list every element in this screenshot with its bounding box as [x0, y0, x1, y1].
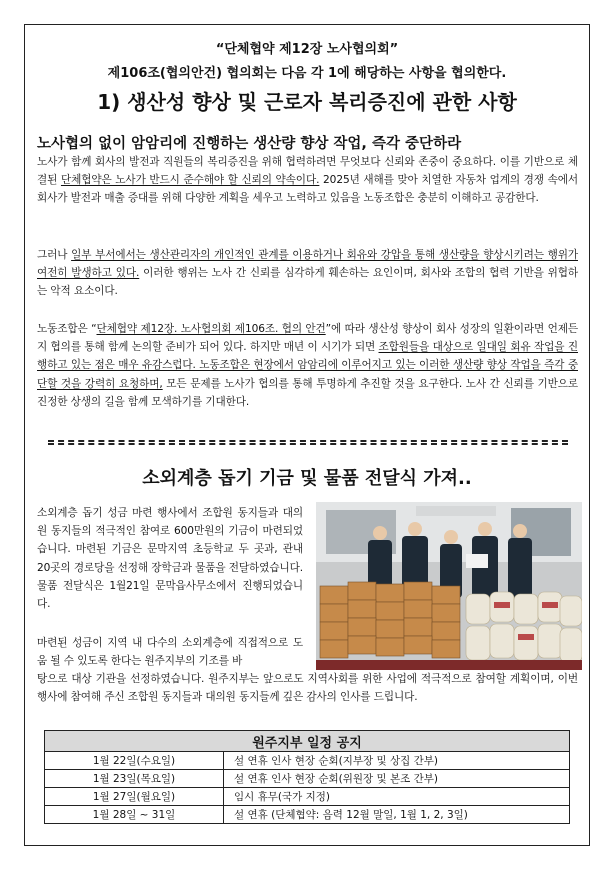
- underlined-text: 단체협약 제12장. 노사협의회 제106조. 협의 안건: [96, 323, 326, 335]
- header-main-title: 1) 생산성 향상 및 근로자 복리증진에 관한 사항: [97, 90, 517, 114]
- article2-title: 소외계층 돕기 기금 및 물품 전달식 가져..: [142, 468, 472, 489]
- schedule-date: 1월 23일(목요일): [45, 770, 224, 788]
- schedule-date: 1월 28일 ~ 31일: [45, 806, 224, 824]
- table-row: [45, 788, 570, 806]
- table-row: [45, 806, 570, 824]
- text-run: 노동조합은 “: [37, 323, 97, 335]
- table-row: [45, 770, 570, 788]
- text-run: 이러한 행위는 노사 간 신뢰를 심각하게 훼손하는 요인이며, 회사와 조합의 협력 기반을 위협하는 악적 요소이다.: [37, 267, 578, 298]
- schedule-date: 1월 22일(수요일): [45, 752, 224, 770]
- schedule-event: 설 연휴 인사 현장 순회(지부장 및 상집 간부): [224, 752, 570, 770]
- article1-paragraph-2: [37, 246, 578, 301]
- donation-ceremony-photo: [316, 502, 582, 670]
- article2-paragraph-2a: 마련된 성금이 지역 내 다수의 소외계층에 직접적으로 도움 될 수 있도록 한다는 원주지부의 기조를 바: [37, 637, 303, 668]
- article1-paragraph-3: [37, 320, 578, 411]
- photo-illustration: [316, 502, 582, 670]
- text-run: 2025년 새해를 맞아 치열한 자동차 업계의 경쟁 속에서 회사가 발전과 매출 증대를 위해 다양한 계획을 세우고 노력하고 있음을 노동조합은 충분히 이해하고 공감한다.: [37, 174, 578, 205]
- text-run: 노사가 함께 회사의 발전과 직원들의 복리증진을 위해 협력하려면 무엇보다 신뢰와 존중이 중요하다. 이를 기반으로 체결된: [37, 156, 578, 187]
- header-quote: “단체협약 제12장 노사협의회”: [215, 42, 399, 57]
- schedule-event: 설 연휴 (단체협약: 음력 12월 말일, 1월 1, 2, 3일): [224, 806, 570, 824]
- schedule-table: [44, 730, 570, 824]
- section-divider: [48, 440, 568, 445]
- schedule-event: 임시 휴무(국가 지정): [224, 788, 570, 806]
- article2-paragraph-2b: 탕으로 대상 기관을 선정하였습니다. 원주지부는 앞으로도 지역사회를 위한 사업에 적극적으로 참여할 계획이며, 이번 행사에 참여해 주신 조합원 동지들과 대의원 동지들께 깊은 감사의 인사를 드립니다.: [37, 673, 578, 704]
- underlined-text: 일부 부서에서는 생산관리자의 개인적인 관계를 이용하거나 회유와 강압을 통해 생산량을 향상시키려는 행위가 여전히 발생하고 있다.: [37, 249, 578, 280]
- header-article: 제106조(협의안건) 협의회는 다음 각 1에 해당하는 사항을 협의한다.: [107, 66, 507, 81]
- article2-paragraph-1: 소외계층 돕기 성금 마련 행사에서 조합원 동지들과 대의원 동지들의 적극적인 참여로 600만원의 기금이 마련되었습니다. 마련된 기금은 문막지역 초등학교 두 곳과, 관내 20곳의 경로당을 선정해 장학금과 물품을 전달하였습니다. 물품 전달식은 1월21일 문막읍사무소에서 진행되었습니다.: [37, 507, 303, 611]
- underlined-text: 단체협약은 노사가 반드시 준수해야 할 신뢰의 약속이다.: [60, 174, 320, 187]
- table-row: [45, 752, 570, 770]
- schedule-header-row: [45, 731, 570, 752]
- text-run: ”에 따라 생산성 향상이 회사 성장의 일환이라면 언제든지 협의를 통해 함께 논의할 준비가 되어 있다. 하지만 매년 이 시기가 되면: [37, 323, 579, 354]
- article1-title: 노사협의 없이 암암리에 진행하는 생산량 향상 작업, 즉각 중단하라: [37, 136, 462, 152]
- schedule-title: 원주지부 일정 공지: [45, 731, 570, 752]
- text-run: 그러나: [37, 249, 72, 261]
- text-run: 모든 문제를 노사가 협의를 통해 투명하게 추진할 것을 요구한다. 노사 간 신뢰를 기반으로 진정한 상생의 길을 함께 모색하기를 기대한다.: [37, 377, 578, 408]
- article1-paragraph-1: [37, 153, 578, 208]
- schedule-date: 1월 27일(월요일): [45, 788, 224, 806]
- schedule-event: 설 연휴 인사 현장 순회(위원장 및 본조 간부): [224, 770, 570, 788]
- underlined-text: 조합원들을 대상으로 일대일 회유 작업을 진행하고 있는 점은 매우 유감스럽다. 노동조합은 현장에서 암암리에 이루어지고 있는 이러한 생산량 향상 작업을 즉각 중단할 것을 강력히 요청하며,: [37, 341, 578, 390]
